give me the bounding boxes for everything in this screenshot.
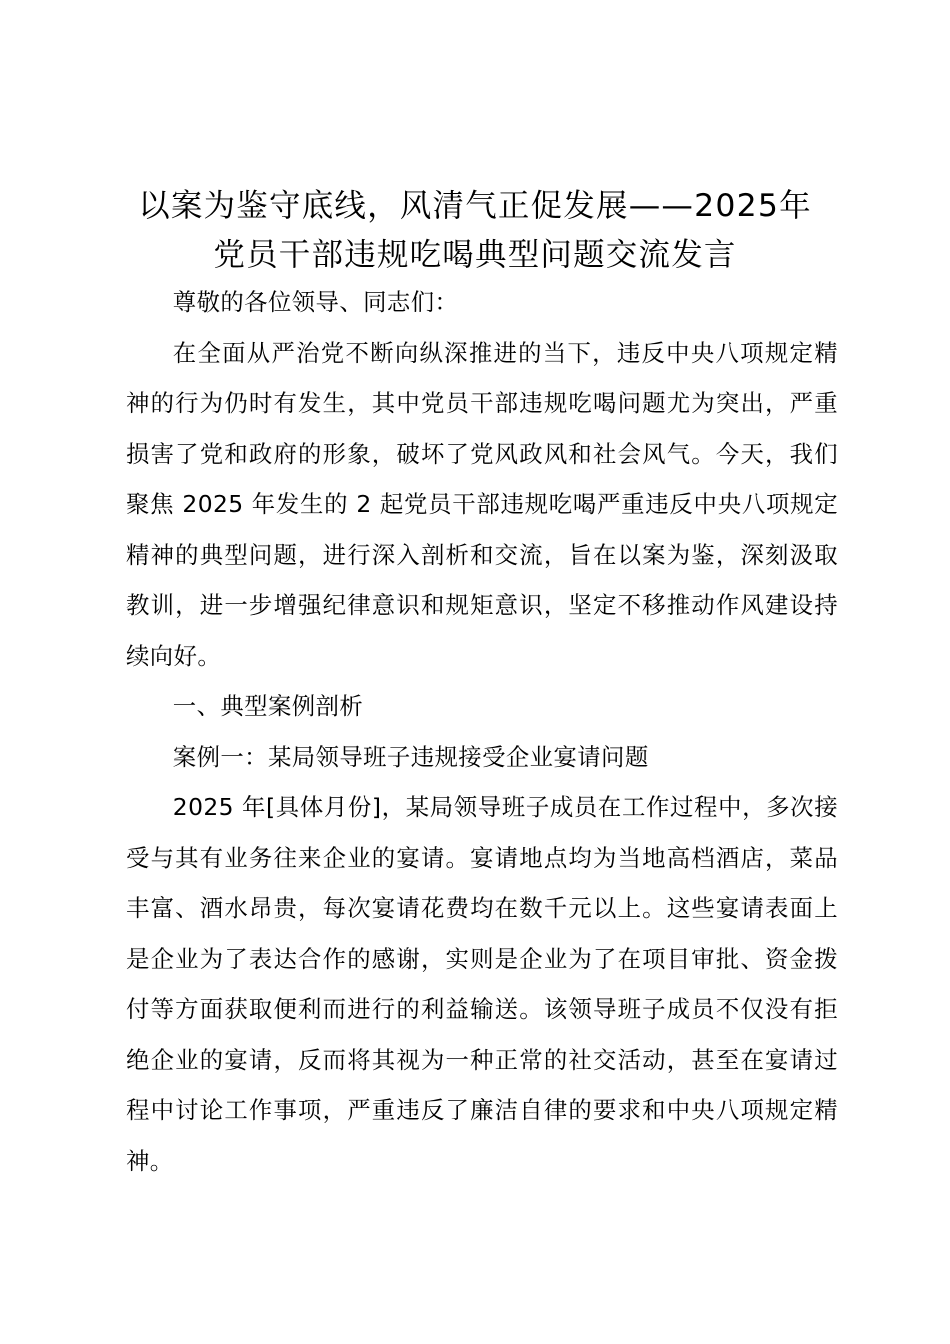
salutation: 尊敬的各位领导、同志们：: [172, 288, 459, 316]
case-title: 案例一：某局领导班子违规接受企业宴请问题: [172, 742, 649, 771]
intro-paragraph: 在全面从严治党不断向纵深推进的当下，违反中央八项规定精神的行为仍时有发生，其中党员干部违规吃喝问题尤为突出，严重损害了党和政府的形象，破坏了党风政风和社会风气。今天，我们聚焦 2025 年发生的 2 起党员干部违规吃喝严重违反中央八项规定精神的典型问题，进行深入剖析和交流，旨在以案为鉴，深刻汲取教训，进一步增强纪律意识和规矩意识，坚定不移推动作风建设持续向好。: [126, 338, 838, 670]
section-heading: 一、典型案例剖析: [172, 692, 364, 720]
case-body-paragraph: 2025 年[具体月份]，某局领导班子成员在工作过程中，多次接受与其有业务往来企业的宴请。宴请地点均为当地高档酒店，菜品丰富、酒水昂贵，每次宴请花费均在数千元以上。这些宴请表面上是企业为了表达合作的感谢，实则是企业为了在项目审批、资金拨付等方面获取便利而进行的利益输送。该领导班子成员不仅没有拒绝企业的宴请，反而将其视为一种正常的社交活动，甚至在宴请过程中讨论工作事项，严重违反了廉洁自律的要求和中央八项规定精神。: [126, 793, 838, 1175]
document-title: 以案为鉴守底线，风清气正促发展——2025年党员干部违规吃喝典型问题交流发言: [138, 188, 812, 273]
document-body: [126, 277, 838, 1186]
